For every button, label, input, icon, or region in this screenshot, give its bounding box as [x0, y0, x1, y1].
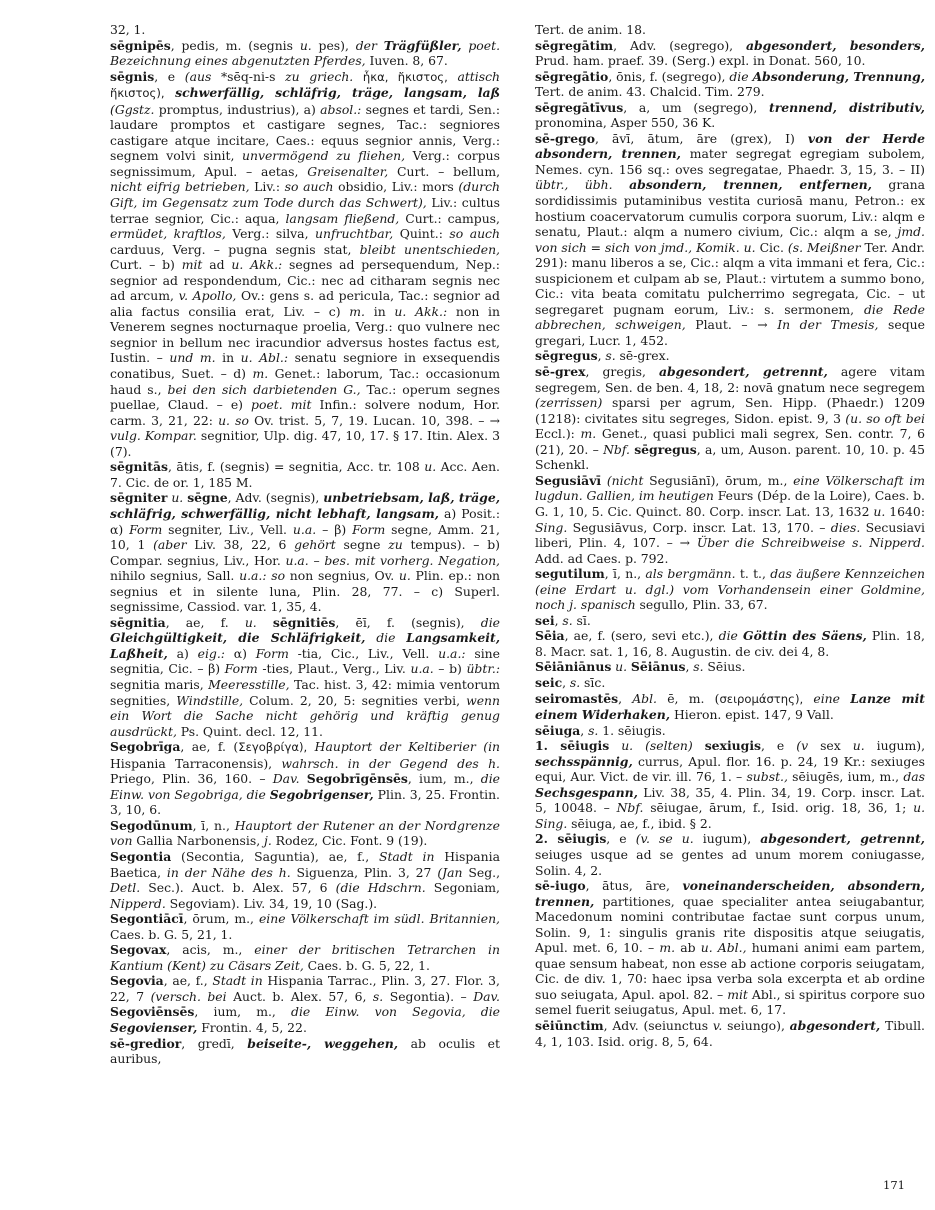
dictionary-entry: Segobrīga, ae, f. (Σεγοβρίγα), Hauptort der Keltiberier (in Hispania Tarraconensis), wahrsch. in der Gegend des h. Priego, Plin. 36, 160. – Dav. Segobrīgēnsēs, ium, m., die Einw. von Segobriga, die Segobrigenser, Plin. 3, 25. Frontin. 3, 10, 6. — [110, 739, 501, 818]
dictionary-entry: seic, s. sīc. — [535, 674, 606, 690]
dictionary-entry: sēgnipēs, pedis, m. (segnis u. pes), der Trägfüßler, poet. Bezeichnung eines abgenutzten Pferdes, Iuven. 8, 67. — [110, 37, 501, 69]
dictionary-entry: sēgregātim, Adv. (segrego), abgesondert, besonders, Prud. ham. praef. 39. (Serg.) expl. in Donat. 560, 10. — [535, 37, 925, 69]
dictionary-entry: 32, 1. — [110, 22, 146, 37]
left-column — [110, 22, 500, 1067]
dictionary-entry: Segovia, ae, f., Stadt in Hispania Tarrac., Plin. 3, 27. Flor. 3, 22, 7 (versch. bei Auct. b. Alex. 57, 6, s. Segontia). – Dav. Segoviēnsēs, ium, m., die Einw. von Segovia, die Segovienser, Frontin. 4, 5, 22. — [110, 973, 501, 1035]
dictionary-entry: sei, s. sī. — [535, 612, 591, 628]
dictionary-entry: 2. sēiugis, e (v. se u. iugum), abgesondert, getrennt, seiuges usque ad se gentes ad unum morem coniugasse, Solin. 4, 2. — [535, 831, 925, 878]
two-column-layout — [30, 22, 926, 1067]
dictionary-entry: sē-iugo, ātus, āre, voneinanderscheiden, absondern, trennen, partitiones, quae specialiter antea seiugabantur, Macedonum nomini contributae factae sunt corpus unum, Solin. 9, 1: singulis granis rite dispositis atque seiugatis, Apul. met. 6, 10. – m. ab u. Abl., humani animi eam partem, quae sensum habeat, non esse ab actione corporis seiugatam, Cic. de div. 1, 70: haec ipsa verba sola excerpta et ab ordine suo seiugata, Apul. apol. 82. – mit Abl., si spiritus corpore suo semel fuerit seiugatus, Apul. met. 6, 17. — [535, 878, 926, 1018]
dictionary-entry: sē-grex, gregis, abgesondert, getrennt, agere vitam segregem, Sen. de ben. 4, 18, 2: novā gnatum nece segregem (zerrissen) sparsi per agrum, Sen. Hipp. (Phaedr.) 1209 (1218): civitates situ segreges, Sidon. epist. 9, 3 (u. so oft bei Eccl.): m. Genet., quasi publici mali segrex, Sen. contr. 7, 6 (21), 20. – Nbf. sēgregus, a, um, Auson. parent. 10, 10. p. 45 Schenkl. — [535, 364, 925, 473]
dictionary-entry: segutilum, ī, n., als bergmänn. t. t., das äußere Kennzeichen (eine Erdart u. dgl.) vom Vorhandensein einer Goldmine, noch j. spanisch segullo, Plin. 33, 67. — [535, 566, 926, 613]
right-column — [535, 22, 925, 1049]
dictionary-entry: seiromastēs, Abl. ē, m. (σειρομάστης), eine Lanze mit einem Widerhaken, Hieron. epist. 147, 9 Vall. — [535, 690, 925, 723]
dictionary-entry: Segusiāvī (nicht Segusiānī), ōrum, m., eine Völkerschaft im lugdun. Gallien, im heutigen Feurs (Dép. de la Loire), Caes. b. G. 1, 10, 5. Cic. Quinct. 80. Corp. inscr. Lat. 13, 1632 u. 1640: Sing. Segusiāvus, Corp. inscr. Lat. 13, 170. – dies. Secusiavi liberi, Plin. 4, 107. – → Über die Schreibweise s. Nipperd. Add. ad Caes. p. 792. — [535, 472, 925, 566]
dictionary-entry: sēgnitia, ae, f. u. sēgnitiēs, ēī, f. (segnis), die Gleichgültigkeit, die Schläfrigkeit, die Langsamkeit, Laßheit, a) eig.: α) Form -tia, Cic., Liv., Vell. u.a.: sine segnitia, Cic. – β) Form -ties, Plaut., Verg., Liv. u.a. – b) übtr.: segnitia maris, Meeresstille, Tac. hist. 3, 42: mimia ventorum segnities, Windstille, Colum. 2, 20, 5: segnities verbi, wenn ein Wort die Sache nicht gehörig und kräftig genug ausdrückt, Ps. Quint. decl. 12, 11. — [110, 614, 501, 739]
page-number: 171 — [883, 1178, 905, 1192]
dictionary-entry: Segovax, acis, m., einer der britischen Tetrarchen in Kantium (Kent) zu Cäsars Zeit, Caes. b. G. 5, 22, 1. — [110, 942, 500, 973]
dictionary-entry: Sēia, ae, f. (sero, sevi etc.), die Göttin des Säens, Plin. 18, 8. Macr. sat. 1, 16, 8. Augustin. de civ. dei 4, 8. — [535, 628, 925, 659]
dictionary-entry: sēiuga, s. 1. sēiugis. — [535, 722, 666, 738]
dictionary-entry: sēgniter u. sēgne, Adv. (segnis), unbetriebsam, laß, träge, schläfrig, schwerfällig, nicht lebhaft, langsam, a) Posit.: α) Form segniter, Liv., Vell. u.a. – β) Form segne, Amm. 21, 10, 1 (aber Liv. 38, 22, 6 gehört segne zu tempus). – b) Compar. segnius, Liv., Hor. u.a. – bes. mit vorherg. Negation, nihilo segnius, Sall. u.a.: so non segnius, Ov. u. Plin. ep.: non segnius et in silente luna, Plin. 28, 77. – c) Superl. segnissime, Cassiod. var. 1, 35, 4. — [110, 490, 501, 615]
dictionary-entry: sēgregātīvus, a, um (segrego), trennend, distributiv, pronomina, Asper 550, 36 K. — [535, 99, 925, 131]
dictionary-entry: Segontiācī, ōrum, m., eine Völkerschaft im südl. Britannien, Caes. b. G. 5, 21, 1. — [110, 911, 500, 942]
dictionary-entry: sēgregātio, ōnis, f. (segrego), die Absonderung, Trennung, Tert. de anim. 43. Chalcid. Tim. 279. — [535, 68, 926, 100]
dictionary-entry: sē-gredior, gredī, beiseite-, weggehen, ab oculis et auribus, — [110, 1035, 500, 1067]
dictionary-entry: sēgnitās, ātis, f. (segnis) = segnitia, Acc. tr. 108 u. Acc. Aen. 7. Cic. de or. 1, 185 M. — [110, 459, 500, 490]
dictionary-entry: Segontia (Secontia, Saguntia), ae, f., Stadt in Hispania Baetica, in der Nähe des h. Siguenza, Plin. 3, 27 (Jan Seg., Detl. Sec.). Auct. b. Alex. 57, 6 (die Hdschrn. Segoniam, Nipperd. Segoviam). Liv. 34, 19, 10 (Sag.). — [110, 848, 501, 911]
dictionary-entry: sēgregus, s. sē-grex. — [535, 348, 670, 364]
dictionary-entry: Tert. de anim. 18. — [535, 22, 646, 37]
dictionary-entry: sēiūnctim, Adv. (seiunctus v. seiungo), abgesondert, Tibull. 4, 1, 103. Isid. orig. 8, 5, 64. — [535, 1018, 925, 1049]
dictionary-entry: Sēiāniānus u. Sēiānus, s. Sēius. — [535, 659, 746, 675]
dictionary-entry: sē-grego, āvī, ātum, āre (grex), I) von der Herde absondern, trennen, mater segregat egregiam subolem, Nemes. cyn. 156 sq.: oves segregatae, Phaedr. 3, 15, 3. – II) übtr., übh. absondern, trennen, entfernen, grana sordidissimis putaminibus vestita curiosā manu, Petron.: ex hostium coacervatorum cumulis corpora suorum, Liv.: alqm e senatu, Plaut.: alqm a numero civium, Cic.: alqm a se, jmd. von sich = sich von jmd., Komik. u. Cic. (s. Meißner Ter. Andr. 291): manu liberos a se, Cic.: alqm a vita immani et fera, Cic.: suspicionem et culpam ab se, Plaut.: virtutem a summo bono, Cic.: vita beata comitatu pulcherrimo segregata, Cic. – ut segregaret pugnam eorum, Liv.: s. sermonem, die Rede abbrechen, schweigen, Plaut. – → In der Tmesis, seque gregari, Lucr. 1, 452. — [535, 130, 926, 348]
dictionary-entry: 1. sēiugis u. (selten) sexiugis, e (v sex u. iugum), sechsspännig, currus, Apul. flor. 16. p. 24, 19 Kr.: sexiuges equi, Aur. Vict. de vir. ill. 76, 1. – subst., sēiugēs, ium, m., das Sechsgespann, Liv. 38, 35, 4. Plin. 34, 19. Corp. inscr. Lat. 5, 10048. – Nbf. sēiugae, ārum, f., Isid. orig. 18, 36, 1; u. Sing. sēiuga, ae, f., ibid. § 2. — [535, 738, 926, 831]
dictionary-entry: Segodūnum, ī, n., Hauptort der Rutener an der Nordgrenze von Gallia Narbonensis, j. Rodez, Cic. Font. 9 (19). — [110, 817, 500, 849]
dictionary-entry: sēgnis, e (aus *sēq-ni-s zu griech. ἦκα, ἤκιστος, attisch ἥκιστος), schwerfällig, schläfrig, träge, langsam, laß (Ggstz. promptus, industrius), a) absol.: segnes et tardi, Sen.: laudare promptos et castigare segnes, Tac.: segniores castigare atque incitare, Caes.: equus segnior annis, Verg.: segnem volvi sinit, unvermögend zu fliehen, Verg.: corpus segnissimum, Apul. – aetas, Greisenalter, Curt. – bellum, nicht eifrig betrieben, Liv.: so auch obsidio, Liv.: mors (durch Gift, im Gegensatz zum Tode durch das Schwert), Liv.: cultus terrae segnior, Cic.: aqua, langsam fließend, Curt.: campus, ermüdet, kraftlos, Verg.: silva, unfruchtbar, Quint.: so auch carduus, Verg. – pugna segnis stat, bleibt unentschieden, Curt. – b) mit ad u. Akk.: segnes ad persequendum, Nep.: segnior ad respondendum, Cic.: nec ad citharam segnis nec ad arcum, v. Apollo, Ov.: gens s. ad pericula, Tac.: segnior ad alia factus consilia erat, Liv. – c) m. in u. Akk.: non in Venerem segnes nocturnaque proelia, Verg.: quo vulnere nec segnior in bellum nec iracundior adversus hostes factus est, Iustin. – und m. in u. Abl.: senatu segniore in exsequendis conatibus, Suet. – d) m. Genet.: laborum, Tac.: occasionum haud s., bei den sich darbietenden G., Tac.: operum segnes puellae, Claud. – e) poet. mit Infin.: solvere nodum, Hor. carm. 3, 21, 22: u. so Ov. trist. 5, 7, 19. Lucan. 10, 398. – → vulg. Kompar. segnitior, Ulp. dig. 47, 10, 17. § 17. Itin. Alex. 3 (7). — [110, 68, 501, 459]
